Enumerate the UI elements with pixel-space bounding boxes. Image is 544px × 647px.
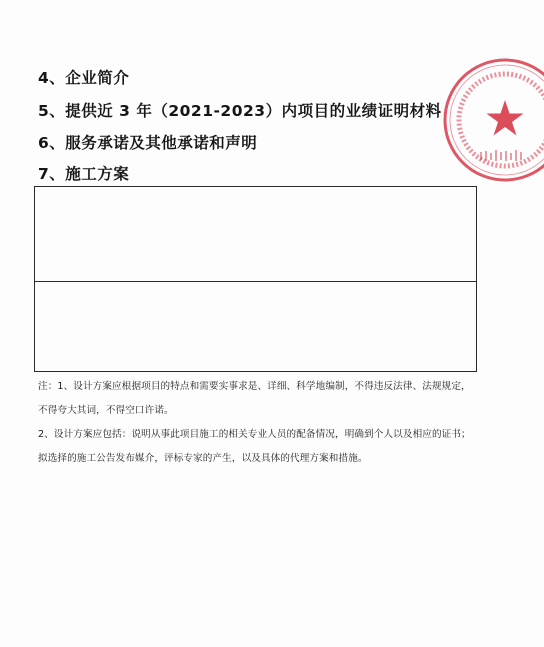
- heading-service-commitment: 6、服务承诺及其他承诺和声明: [38, 134, 258, 152]
- construction-plan-table: [34, 186, 477, 372]
- note-line-2: 不得夸大其词，不得空口许诺。: [38, 405, 174, 416]
- heading-performance-proof: 5、提供近 3 年（2021-2023）内项目的业绩证明材料: [38, 102, 442, 120]
- table-row-divider: [35, 281, 476, 282]
- heading-company-profile: 4、企业简介: [38, 69, 130, 87]
- note-line-1: 注：1、设计方案应根据项目的特点和需要实事求是、详细、科学地编制，不得违反法律、法规规定，: [38, 381, 471, 392]
- note-line-3: 2、设计方案应包括：说明从事此项目施工的相关专业人员的配备情况，明确到个人以及相应的证书；: [38, 429, 471, 440]
- heading-construction-plan: 7、施工方案: [38, 165, 130, 183]
- note-line-4: 拟选择的施工公告发布媒介，评标专家的产生，以及具体的代理方案和措施。: [38, 453, 368, 464]
- red-company-seal-icon: [441, 56, 544, 184]
